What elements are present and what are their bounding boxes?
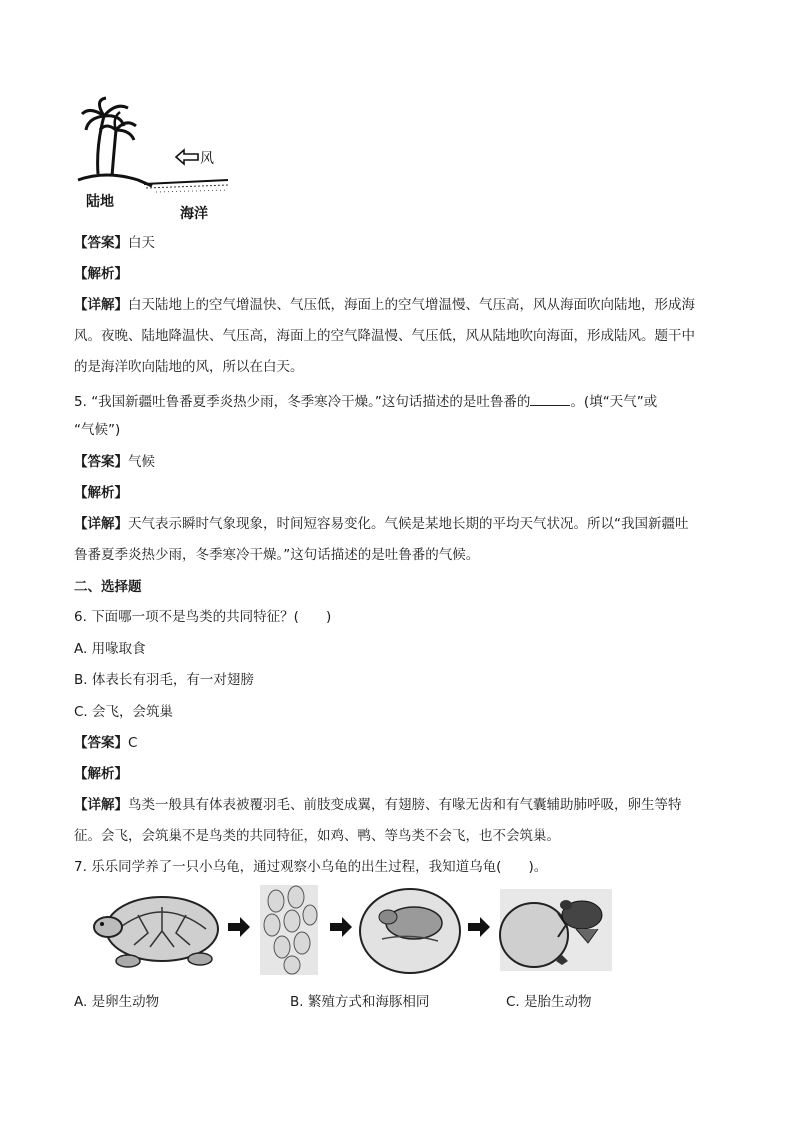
q5-number: 5. [74,394,87,410]
q7-option-b: B. 繁殖方式和海豚相同 [290,994,430,1010]
q7-option-c: C. 是胎生动物 [506,994,592,1010]
land-label: 陆地 [86,194,114,210]
q6-answer: C [128,735,138,751]
q5-answer-blank [530,391,570,406]
q7-stem: 7. 乐乐同学养了一只小乌龟，通过观察小乌龟的出生过程，我知道乌龟( )。 [74,859,548,875]
q4-answer-line [74,233,724,253]
q6-detail-line-2: 征。会飞，会筑巢不是鸟类的共同特征，如鸡、鸭、等鸟类不会飞，也不会筑巢。 [74,828,560,844]
wind-arrow-icon [176,150,198,164]
q6-option-b: B. 体表长有羽毛，有一对翅膀 [74,672,254,688]
q5-detail-line-1: 【详解】天气表示瞬时气象现象，时间短容易变化。气候是某地长期的平均天气状况。所以“我国新疆吐 [74,516,689,532]
wind-figure [76,96,236,224]
q6-analysis-tag: 【解析】 [74,766,128,782]
q6-detail-line-1: 【详解】鸟类一般具有体表被覆羽毛、前肢变成翼，有翅膀、有喙无齿和有气囊辅助肺呼吸，卵生等特 [74,797,682,813]
eggs-image [260,885,318,975]
q5-detail-line-2: 鲁番夏季炎热少雨，冬季寒冷干燥。”这句话描述的是吐鲁番的气候。 [74,547,480,563]
q5-answer: 气候 [128,454,155,470]
hatching-turtle-image [500,889,612,971]
q4-answer: 白天 [128,235,155,251]
turtle-lifecycle-figure [88,885,618,977]
q6-answer-line: 【答案】C [74,735,138,751]
q5-answer-line: 【答案】气候 [74,454,155,470]
q6-stem: 6. 下面哪一项不是鸟类的共同特征？( ) [74,609,332,625]
q5-analysis-tag: 【解析】 [74,485,128,501]
q6-option-a: A. 用喙取食 [74,641,146,657]
arrow-right-icon [228,917,250,937]
answer-tag: 【答案】 [74,235,128,251]
q7-option-a: A. 是卵生动物 [74,994,160,1010]
q4-detail-line-1: 【详解】白天陆地上的空气增温快、气压低，海面上的空气增温慢、气压高，风从海面吹向陆地，形成海 [74,297,695,313]
detail-tag: 【详解】 [74,297,128,313]
q4-analysis-tag: 【解析】 [74,266,128,282]
q4-detail-line-2: 风。夜晚、陆地降温快、气压高，海面上的空气降温慢、气压低，风从陆地吹向海面，形成陆风。题干中 [74,328,695,344]
arrow-right-icon [468,917,490,937]
arrow-right-icon [330,917,352,937]
wind-label: 风 [200,151,214,167]
q6-option-c: C. 会飞，会筑巢 [74,704,174,720]
q5-stem-line-2: “气候”) [74,422,121,438]
section-title: 二、选择题 [74,579,142,595]
ocean-label: 海洋 [180,206,208,222]
q4-detail-line-3: 的是海洋吹向陆地的风，所以在白天。 [74,359,304,375]
adult-turtle-image [94,897,218,967]
turtle-in-egg-image [360,889,460,973]
q5-stem-line-1: 5. “我国新疆吐鲁番夏季炎热少雨，冬季寒冷干燥。”这句话描述的是吐鲁番的 。(填“天气”或 [74,391,724,412]
